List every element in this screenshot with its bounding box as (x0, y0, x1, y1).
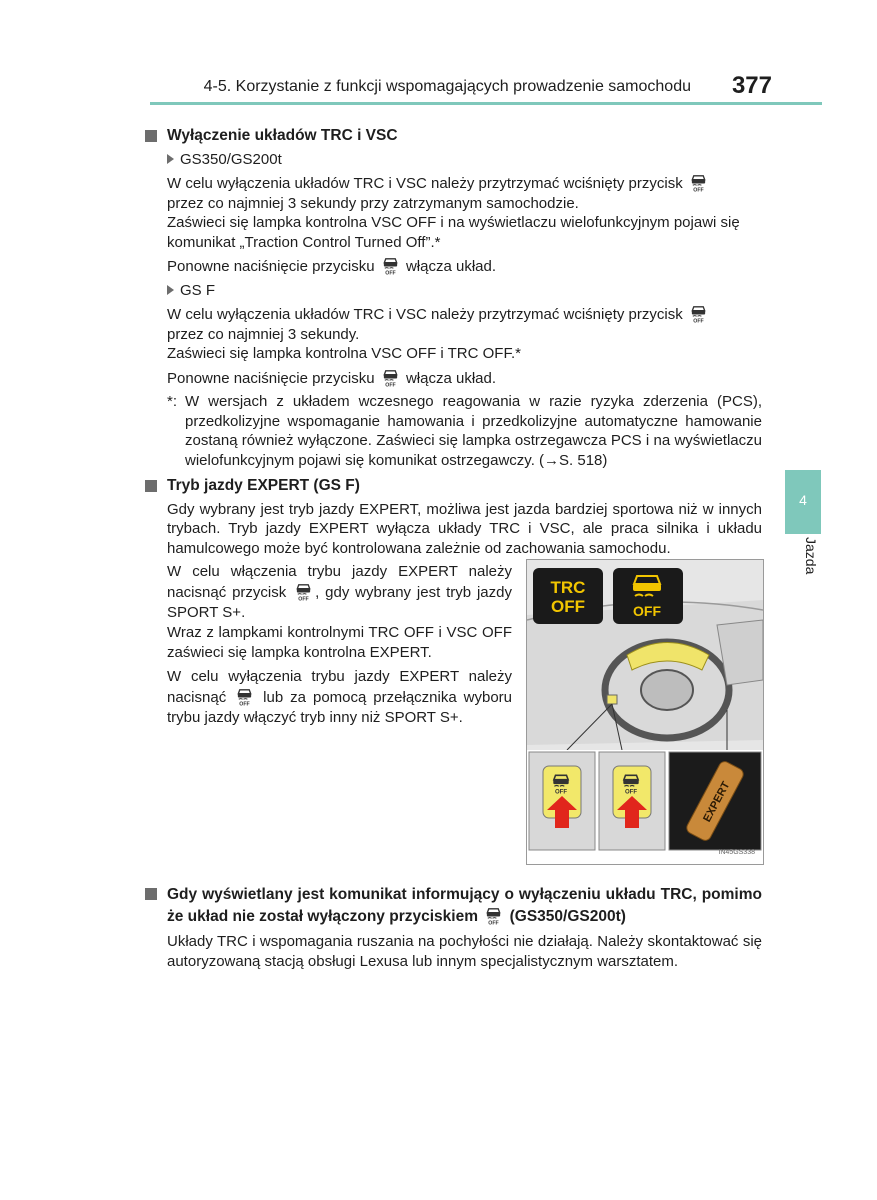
chapter-number: 4 (799, 492, 807, 508)
paragraph (167, 667, 512, 728)
paragraph: Wraz z lampkami kontrolnymi TRC OFF i VSC OFF zaświeci się lampka kontrolna EXPERT. (167, 624, 512, 661)
text: włącza układ. (405, 369, 496, 387)
footnote-mark: *: (167, 393, 178, 410)
text: W celu włączenia trybu jazdy EXPERT należy nacisnąć przycisk (167, 563, 512, 601)
header-title: 4-5. Korzystanie z funkcji wspomagających prowadzenie samochodu (203, 78, 691, 95)
text: W celu wyłączenia układów TRC i VSC należy przytrzymać wciśnięty przycisk (167, 306, 683, 323)
paragraph (145, 368, 762, 389)
page-header (0, 66, 877, 106)
expert-mode-figure (526, 559, 764, 865)
section-title-text: Wyłączenie układów TRC i VSC (167, 127, 398, 144)
vsc-off-button-icon (235, 687, 254, 706)
page-number: 377 (731, 72, 772, 99)
text: przez co najmniej 3 sekundy. (167, 325, 360, 343)
vsc-off-indicator-text: OFF (633, 603, 661, 619)
text: Ponowne naciśnięcie przycisku (167, 369, 375, 387)
trc-off-indicator-line1: TRC (550, 578, 586, 597)
square-bullet-icon (145, 130, 157, 142)
triangle-bullet-icon (167, 285, 174, 295)
text: W celu wyłączenia układów TRC i VSC należy przytrzymać wciśnięty przycisk (167, 175, 683, 192)
vsc-off-button-icon (689, 304, 708, 323)
text: Ponowne naciśnięcie przycisku (167, 258, 375, 275)
square-bullet-icon (145, 888, 157, 900)
paragraph: Gdy wybrany jest tryb jazdy EXPERT, możliwa jest jazda bardziej sportowa niż w innych trybach. Tryb jazdy EXPERT wyłącza układy TRC i VSC, ale praca silnika i układu hamulcowego może być kontrolowana zależnie od zachowania samochodu. (167, 500, 762, 557)
text: włącza układ. (405, 258, 496, 275)
triangle-bullet-icon (167, 154, 174, 164)
paragraph (167, 562, 512, 623)
text: W celu wyłączenia trybu jazdy EXPERT należy nacisnąć (167, 668, 512, 706)
paragraph: Układy TRC i wspomagania ruszania na pochyłości nie działają. Należy skontaktować się autoryzowaną stacją obsługi Lexusa lub innym specjalistycznym warsztatem. (167, 933, 762, 970)
section-title-text: (GS350/GS200t) (509, 908, 626, 925)
text: lub za pomocą przełącznika wyboru trybu jazdy włączyć tryb inny niż SPORT S+. (167, 689, 513, 726)
chapter-tab (785, 470, 821, 534)
subsection-label: GS350/GS200t (180, 150, 282, 168)
vsc-off-button-icon (381, 368, 400, 387)
paragraph (145, 304, 762, 364)
section-title-text: Tryb jazdy EXPERT (GS F) (167, 477, 360, 494)
section-title (145, 126, 762, 146)
expert-block (145, 562, 762, 880)
vsc-off-button-icon (689, 173, 708, 192)
text: Zaświeci się lampka kontrolna VSC OFF i na wyświetlaczu wielofunkcyjnym pojawi się komunikat „Traction Control Turned Off”.* (167, 214, 740, 251)
vsc-off-button-icon (381, 256, 400, 275)
chapter-label: Jazda (803, 537, 819, 575)
paragraph (145, 173, 762, 252)
expert-dial-label: EXPERT (701, 779, 733, 825)
subsection-label: GS F (180, 281, 216, 299)
page-content (145, 126, 762, 971)
square-bullet-icon (145, 480, 157, 492)
footnote-text: W wersjach z układem wczesnego reagowania w razie ryzyka zderzenia (PCS), przedkolizyjne wspomaganie hamowania i przedkolizyjne automatyczne hamowanie zostaną również wyłączone. Zaświeci się lampka ostrzegawcza PCS i na wyświetlaczu wielofunkcyjnym pojawi się komunikat ostrzegawczy. (→S. 518) (185, 393, 762, 469)
paragraph (145, 256, 762, 277)
vsc-off-button-icon (484, 906, 503, 925)
figure-illustration (527, 560, 763, 864)
text: Zaświeci się lampka kontrolna VSC OFF i TRC OFF.* (167, 345, 521, 362)
trc-off-indicator-line2: OFF (551, 597, 585, 616)
expert-instructions (167, 562, 512, 728)
text: , gdy wybrany jest tryb jazdy SPORT S+. (167, 584, 512, 621)
header-rule (150, 102, 822, 105)
figure-id-label: IN45GS338 (718, 848, 755, 856)
section-title (145, 884, 762, 928)
footnote (145, 392, 762, 470)
subsection-gs350 (145, 150, 762, 170)
section-title-text: Gdy wyświetlany jest komunikat informujący o wyłączeniu układu TRC, pomimo że układ nie został wyłączony przyciskiem (167, 886, 762, 925)
subsection-gsf (145, 281, 762, 301)
vsc-off-button-icon (294, 582, 313, 601)
section-title (145, 476, 762, 496)
text: przez co najmniej 3 sekundy przy zatrzymanym samochodzie. (167, 194, 579, 212)
